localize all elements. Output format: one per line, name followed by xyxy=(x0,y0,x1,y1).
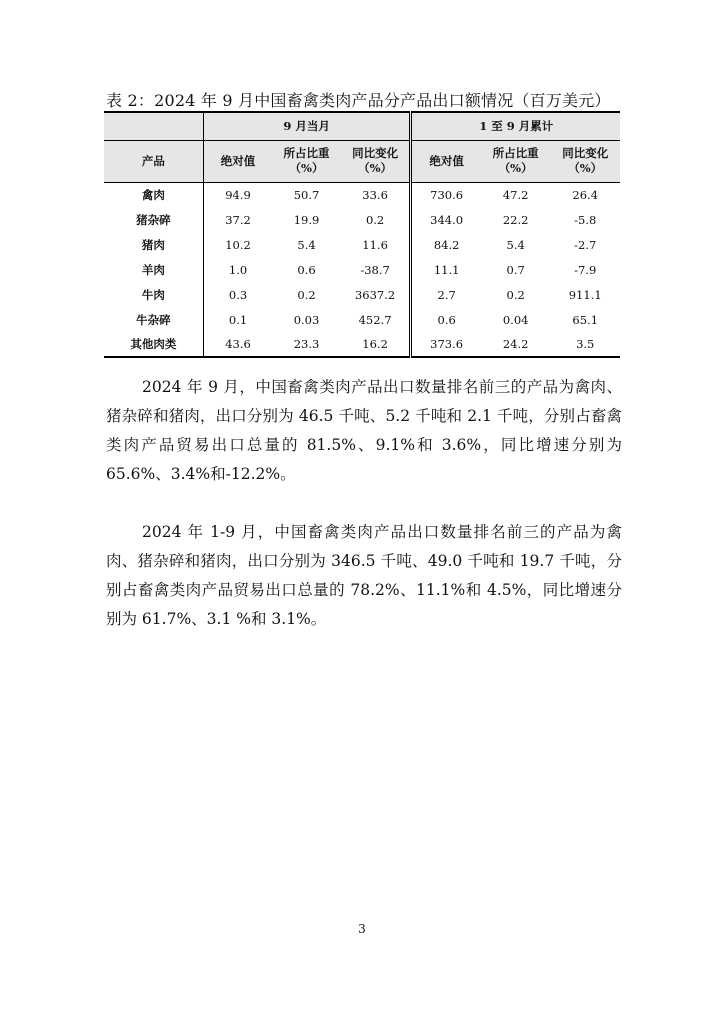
product-name-cell: 其他肉类 xyxy=(130,337,177,351)
product-name-cell: 猪杂碎 xyxy=(136,212,171,227)
col-header-label: 同比变化 xyxy=(562,146,609,160)
col-header-unit: （%） xyxy=(358,161,393,175)
value-cell: 0.6 xyxy=(297,262,316,277)
value-cell: 94.9 xyxy=(203,182,272,207)
col-header-unit: （%） xyxy=(498,161,533,175)
product-name-cell: 羊肉 xyxy=(141,262,165,277)
col-header-label: 绝对值 xyxy=(429,153,464,168)
value-cell: 0.03 xyxy=(293,312,320,327)
col-header-cum-value xyxy=(411,140,481,182)
group-header-cumulative: 1 至 9 月累计 xyxy=(411,112,620,140)
page-number: 3 xyxy=(358,922,366,936)
table-row xyxy=(104,257,620,282)
col-header-label: 同比变化 xyxy=(352,146,399,160)
table-caption: 表 2：2024 年 9 月中国畜禽类肉产品分产品出口额情况（百万美元） xyxy=(106,91,611,110)
value-cell: 47.2 xyxy=(502,187,529,202)
col-header-label: 绝对值 xyxy=(220,153,256,168)
value-cell: 16.2 xyxy=(362,337,388,351)
value-cell: 0.6 xyxy=(411,307,481,332)
value-cell: 344.0 xyxy=(411,207,481,232)
value-cell: 23.3 xyxy=(293,337,320,351)
value-cell: 43.6 xyxy=(203,332,272,357)
value-cell: 33.6 xyxy=(362,187,388,202)
value-cell: 10.2 xyxy=(203,232,272,257)
value-cell: 373.6 xyxy=(411,332,481,357)
product-header: 产品 xyxy=(104,140,203,182)
value-cell: 50.7 xyxy=(293,187,320,202)
col-header-cum-yoy xyxy=(550,140,620,182)
value-cell: 730.6 xyxy=(411,182,481,207)
value-cell: -5.8 xyxy=(574,212,597,227)
product-name-cell: 禽肉 xyxy=(141,187,165,202)
col-header-label: 所占比重 xyxy=(283,146,330,160)
value-cell: -7.9 xyxy=(574,262,597,277)
value-cell: 5.4 xyxy=(297,237,316,252)
col-header-cum-share xyxy=(481,140,551,182)
table-row xyxy=(104,182,620,207)
paragraph-september: 2024 年 9 月，中国畜禽类肉产品出口数量排名前三的产品为禽肉、猪杂碎和猪肉，出口分别为 46.5 千吨、5.2 千吨和 2.1 千吨，分别占畜禽类肉产品贸易出口总量的 81.5%、9.1%和 3.6%，同比增速分别为 65.6%、3.4%和-12.2%。 xyxy=(106,378,622,483)
product-name-cell: 猪肉 xyxy=(141,237,165,252)
product-name-cell: 牛杂碎 xyxy=(136,312,171,327)
value-cell: 3.5 xyxy=(576,337,595,351)
table-corner-cell xyxy=(104,112,203,140)
col-header-month-value xyxy=(203,140,272,182)
table-row xyxy=(104,307,620,332)
value-cell: 0.2 xyxy=(297,287,316,302)
table-body xyxy=(104,182,620,357)
value-cell: 0.2 xyxy=(365,212,385,227)
value-cell: 911.1 xyxy=(568,287,602,302)
value-cell: 37.2 xyxy=(203,207,272,232)
value-cell: 84.2 xyxy=(411,232,481,257)
col-header-label: 所占比重 xyxy=(492,146,539,160)
value-cell: -2.7 xyxy=(574,237,597,252)
value-cell: -38.7 xyxy=(360,262,390,277)
table-group-header-row xyxy=(104,112,620,140)
table-row xyxy=(104,207,620,232)
table-row xyxy=(104,332,620,357)
value-cell: 3637.2 xyxy=(354,287,396,302)
value-cell: 0.3 xyxy=(203,282,272,307)
group-header-month: 9 月当月 xyxy=(203,112,411,140)
value-cell: 2.7 xyxy=(411,282,481,307)
value-cell: 452.7 xyxy=(358,312,392,327)
col-header-unit: （%） xyxy=(289,161,324,175)
value-cell: 5.4 xyxy=(506,237,525,252)
table-row xyxy=(104,282,620,307)
value-cell: 22.2 xyxy=(502,212,529,227)
value-cell: 0.04 xyxy=(502,312,529,327)
table-column-header-row xyxy=(104,140,620,182)
value-cell: 0.7 xyxy=(506,262,525,277)
paragraph-jan-sep: 2024 年 1-9 月，中国畜禽类肉产品出口数量排名前三的产品为禽肉、猪杂碎和猪肉，出口分别为 346.5 千吨、49.0 千吨和 19.7 千吨，分别占畜禽类肉产品贸易出口总量的 78.2%、11.1%和 4.5%，同比增速分别为 61.7%、3.1 %和 3.1%。 xyxy=(106,523,622,628)
table-row xyxy=(104,232,620,257)
value-cell: 65.1 xyxy=(572,312,599,327)
value-cell: 11.1 xyxy=(411,257,481,282)
col-header-month-yoy xyxy=(341,140,411,182)
export-table xyxy=(104,111,620,358)
col-header-month-share xyxy=(272,140,341,182)
value-cell: 26.4 xyxy=(572,187,599,202)
value-cell: 1.0 xyxy=(203,257,272,282)
value-cell: 0.1 xyxy=(203,307,272,332)
product-name-cell: 牛肉 xyxy=(141,287,165,302)
value-cell: 0.2 xyxy=(506,287,525,302)
col-header-unit: （%） xyxy=(568,161,603,175)
value-cell: 24.2 xyxy=(502,337,529,351)
value-cell: 11.6 xyxy=(362,237,388,252)
value-cell: 19.9 xyxy=(293,212,320,227)
